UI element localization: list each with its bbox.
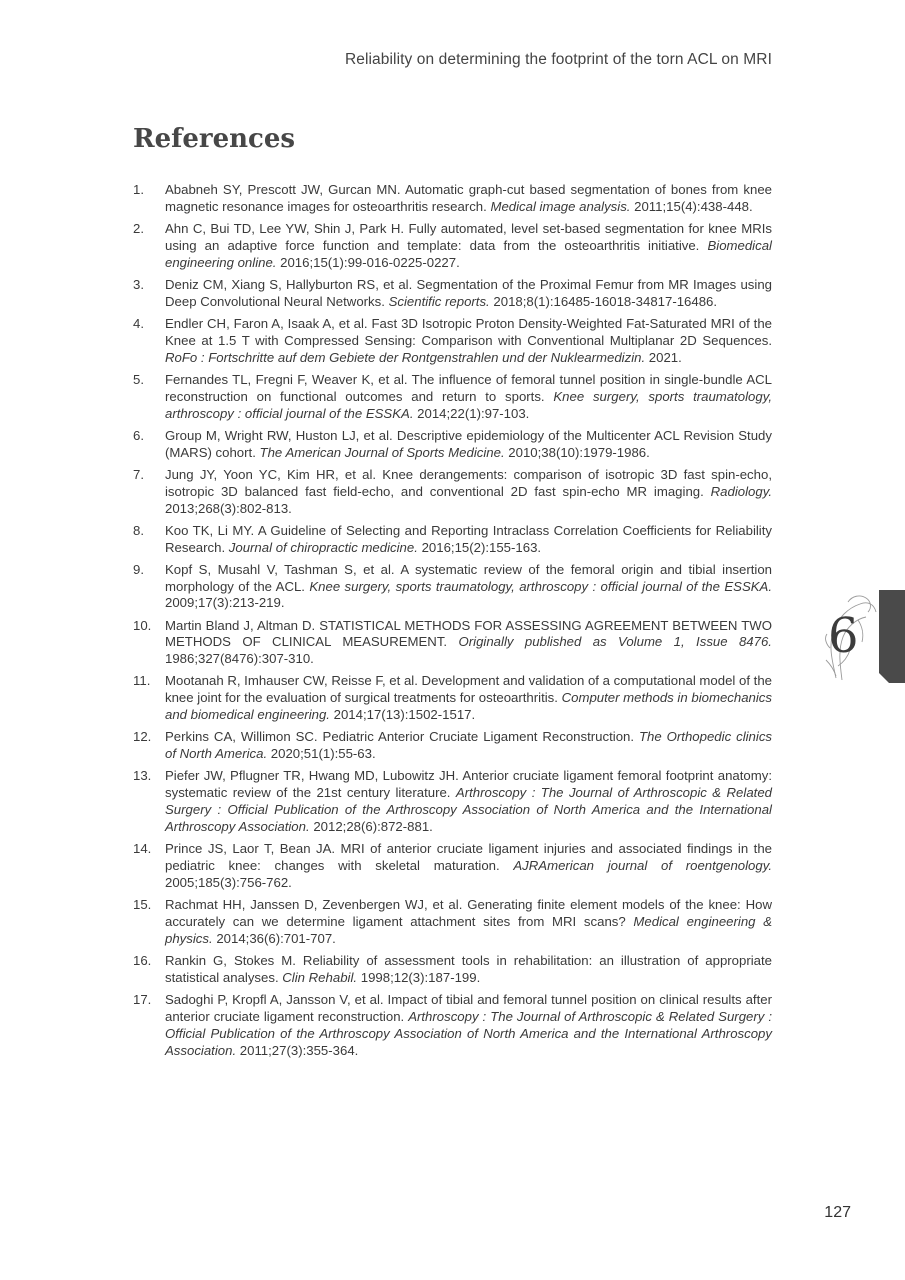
reference-item xyxy=(133,953,772,987)
reference-details: 2016;15(1):99-016-0225-0227. xyxy=(280,254,460,270)
reference-details: 2013;268(3):802-813. xyxy=(165,500,292,516)
reference-number: 12. xyxy=(133,729,152,745)
page-number: 127 xyxy=(824,1204,851,1221)
reference-journal: Knee surgery, sports traumatology, arthroscopy : official journal of the ESSKA. xyxy=(309,578,772,594)
reference-details: 2018;8(1):16485-16018-34817-16486. xyxy=(493,293,718,309)
reference-text: Martin Bland J, Altman D. STATISTICAL METHODS FOR ASSESSING AGREEMENT BETWEEN TWO METHODS OF CLINICAL MEASUREMENT. xyxy=(165,617,772,650)
reference-journal: The Orthopedic clinics of North America. xyxy=(165,729,773,762)
chapter-tab xyxy=(879,590,905,683)
reference-number: 4. xyxy=(133,315,144,331)
reference-item xyxy=(133,467,772,518)
reference-item xyxy=(133,618,772,669)
reference-number: 8. xyxy=(133,522,144,538)
reference-number: 16. xyxy=(133,952,152,968)
reference-item xyxy=(133,841,772,892)
reference-journal: Originally published as Volume 1, Issue 8476. xyxy=(458,634,772,650)
reference-item xyxy=(133,992,772,1060)
reference-text: Rankin G, Stokes M. Reliability of assessment tools in rehabilitation: an illustration of appropriate statistical analyses. xyxy=(165,952,772,985)
reference-item xyxy=(133,221,772,272)
reference-text: Jung JY, Yoon YC, Kim HR, et al. Knee derangements: comparison of isotropic 3D fast spin-echo, isotropic 3D balanced fast field-echo, and conventional 2D fast spin-echo MR imaging. xyxy=(165,466,772,499)
reference-journal: Scientific reports. xyxy=(388,293,490,309)
reference-number: 5. xyxy=(133,371,144,387)
reference-text: Endler CH, Faron A, Isaak A, et al. Fast 3D Isotropic Proton Density-Weighted Fat-Saturated MRI of the Knee at 1.5 T with Compressed Sensing: Comparison with Conventional Multiplanar 2D Sequences. xyxy=(165,315,772,348)
reference-journal: Medical image analysis. xyxy=(490,198,631,214)
reference-details: 2011;15(4):438-448. xyxy=(634,198,753,214)
reference-text: Ababneh SY, Prescott JW, Gurcan MN. Automatic graph-cut based segmentation of bones from knee magnetic resonance images for osteoarthritis research. xyxy=(165,182,772,214)
reference-text: Perkins CA, Willimon SC. Pediatric Anterior Cruciate Ligament Reconstruction. xyxy=(165,729,635,745)
reference-journal: Medical engineering & physics. xyxy=(165,913,772,946)
reference-journal: Knee surgery, sports traumatology, arthroscopy : official journal of the ESSKA. xyxy=(165,388,772,421)
reference-journal: AJRAmerican journal of roentgenology. xyxy=(513,858,772,874)
reference-journal: Biomedical engineering online. xyxy=(165,237,772,270)
reference-number: 11. xyxy=(133,673,151,689)
chapter-number: 6 xyxy=(828,608,859,664)
reference-text: Deniz CM, Xiang S, Hallyburton RS, et al. Segmentation of the Proximal Femur from MR Images using Deep Convolutional Neural Networks. xyxy=(165,276,772,309)
reference-journal: Journal of chiropractic medicine. xyxy=(228,539,418,555)
reference-text: Mootanah R, Imhauser CW, Reisse F, et al. Development and validation of a computational model of the knee joint for the evaluation of surgical treatments for osteoarthritis. xyxy=(165,673,772,706)
section-title: References xyxy=(133,124,296,154)
reference-item xyxy=(133,316,772,367)
reference-number: 9. xyxy=(133,561,144,577)
reference-item xyxy=(133,428,772,462)
reference-item xyxy=(133,897,772,948)
reference-number: 10. xyxy=(133,617,152,633)
reference-journal: RoFo : Fortschritte auf dem Gebiete der Rontgenstrahlen und der Nuklearmedizin. xyxy=(165,349,646,365)
reference-details: 2005;185(3):756-762. xyxy=(165,874,292,890)
reference-details: 2014;17(13):1502-1517. xyxy=(333,707,476,723)
reference-text: Rachmat HH, Janssen D, Zevenbergen WJ, et al. Generating finite element models of the knee: How accurately can we determine ligament attachment sites from MRI scans? xyxy=(165,897,772,929)
reference-details: 1998;12(3):187-199. xyxy=(360,969,481,985)
reference-journal: Computer methods in biomechanics and biomedical engineering. xyxy=(165,690,772,723)
reference-number: 1. xyxy=(133,182,144,197)
reference-number: 7. xyxy=(133,466,144,482)
reference-journal: Radiology. xyxy=(710,483,772,499)
reference-journal: Clin Rehabil. xyxy=(282,969,358,985)
reference-journal: Arthroscopy : The Journal of Arthroscopic & Related Surgery : Official Publication of the Arthroscopy Association of North America and the International Arthroscopy Association. xyxy=(165,785,772,835)
reference-details: 2010;38(10):1979-1986. xyxy=(508,444,650,460)
reference-item xyxy=(133,562,772,613)
reference-item xyxy=(133,523,772,557)
reference-number: 6. xyxy=(133,427,144,443)
reference-text: Sadoghi P, Kropfl A, Jansson V, et al. Impact of tibial and femoral tunnel position on clinical results after anterior cruciate ligament reconstruction. xyxy=(165,991,772,1024)
reference-journal: Arthroscopy : The Journal of Arthroscopic & Related Surgery : Official Publication of the Arthroscopy Association of North America and the International Arthroscopy Association. xyxy=(165,1008,773,1058)
reference-details: 2011;27(3):355-364. xyxy=(239,1042,359,1058)
reference-number: 17. xyxy=(133,991,152,1007)
reference-text: Fernandes TL, Fregni F, Weaver K, et al. The influence of femoral tunnel position in single-bundle ACL reconstruction on functional outcomes and return to sports. xyxy=(165,371,772,404)
reference-item xyxy=(133,673,772,724)
reference-details: 1986;327(8476):307-310. xyxy=(165,651,314,667)
reference-journal: The American Journal of Sports Medicine. xyxy=(259,444,505,460)
reference-details: 2009;17(3):213-219. xyxy=(165,595,285,611)
reference-text: Kopf S, Musahl V, Tashman S, et al. A systematic review of the femoral origin and tibial insertion morphology of the ACL. xyxy=(165,561,772,594)
reference-item xyxy=(133,277,772,311)
reference-details: 2014;22(1):97-103. xyxy=(417,405,530,421)
reference-number: 15. xyxy=(133,897,152,913)
reference-item xyxy=(133,372,772,423)
reference-text: Ahn C, Bui TD, Lee YW, Shin J, Park H. Fully automated, level set-based segmentation for knee MRIs using an adaptive force function and template: data from the osteoarthritis initiative. xyxy=(165,221,772,253)
reference-text: Piefer JW, Pflugner TR, Hwang MD, Lubowitz JH. Anterior cruciate ligament femoral footprint anatomy: systematic review of the 21st century literature. xyxy=(165,768,772,801)
reference-details: 2021. xyxy=(648,349,682,365)
reference-item xyxy=(133,768,772,836)
reference-text: Group M, Wright RW, Huston LJ, et al. Descriptive epidemiology of the Multicenter ACL Revision Study (MARS) cohort. xyxy=(165,427,772,460)
reference-text: Koo TK, Li MY. A Guideline of Selecting and Reporting Intraclass Correlation Coefficients for Reliability Research. xyxy=(165,522,772,555)
reference-item xyxy=(133,729,772,763)
reference-details: 2014;36(6):701-707. xyxy=(216,930,336,946)
reference-number: 13. xyxy=(133,768,152,784)
reference-details: 2020;51(1):55-63. xyxy=(270,746,376,762)
reference-details: 2012;28(6):872-881. xyxy=(313,819,433,835)
reference-number: 3. xyxy=(133,276,144,292)
reference-number: 2. xyxy=(133,221,144,236)
reference-number: 14. xyxy=(133,841,152,857)
reference-text: Prince JS, Laor T, Bean JA. MRI of anterior cruciate ligament injuries and associated findings in the pediatric knee: changes with skeletal maturation. xyxy=(165,841,772,874)
running-header: Reliability on determining the footprint of the torn ACL on MRI xyxy=(344,51,772,68)
reference-details: 2016;15(2):155-163. xyxy=(421,539,542,555)
reference-item xyxy=(133,182,772,216)
reference-list xyxy=(133,182,772,1065)
